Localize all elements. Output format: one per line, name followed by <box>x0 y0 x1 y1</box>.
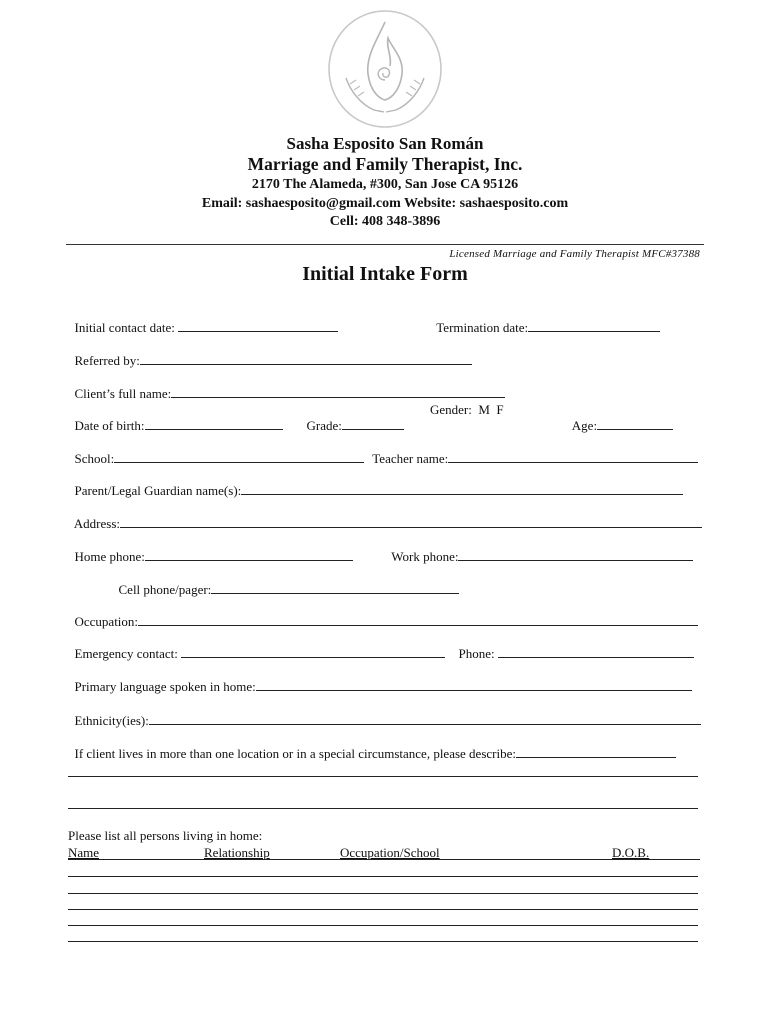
office-address: 2170 The Alameda, #300, San Jose CA 95126 <box>251 177 519 192</box>
circumstance-line-3[interactable] <box>68 808 698 809</box>
client-name-blank[interactable] <box>171 386 505 398</box>
language-label: Primary language spoken in home: <box>74 679 256 694</box>
age-field <box>566 402 673 434</box>
home-phone-label: Home phone: <box>74 549 145 564</box>
col-relationship: Relationship <box>204 845 270 860</box>
teacher-blank[interactable] <box>448 451 698 463</box>
person-row[interactable] <box>68 909 698 910</box>
hands-flame-logo <box>326 8 444 130</box>
termination-field <box>430 304 660 336</box>
emergency-contact-label: Emergency contact: <box>74 646 182 661</box>
col-name: Name <box>68 845 100 860</box>
cell-phone-label: Cell phone/pager: <box>118 582 212 597</box>
persons-prompt: Please list all persons living in home: <box>68 828 263 843</box>
work-phone-blank[interactable] <box>458 549 693 561</box>
license-line: Licensed Marriage and Family Therapist MFC#37388 <box>449 248 700 260</box>
referred-by-blank[interactable] <box>140 353 472 365</box>
initial-contact-field <box>68 304 338 336</box>
emergency-contact-blank[interactable] <box>181 646 445 658</box>
language-blank[interactable] <box>256 679 692 691</box>
circumstance-blank[interactable] <box>516 746 676 758</box>
dob-label: Date of birth: <box>74 418 145 433</box>
ethnicity-field <box>68 697 701 729</box>
address-label: Address: <box>73 516 121 531</box>
occupation-blank[interactable] <box>138 614 698 626</box>
referred-by-label: Referred by: <box>74 353 140 368</box>
teacher-field <box>366 435 698 467</box>
form-title: Initial Intake Form <box>302 263 468 285</box>
address-field <box>68 500 702 532</box>
school-blank[interactable] <box>114 451 364 463</box>
person-row[interactable] <box>68 925 698 926</box>
dob-blank[interactable] <box>145 418 283 430</box>
referred-by-field <box>68 337 472 369</box>
termination-label: Termination date: <box>436 320 529 335</box>
cell-phone-blank[interactable] <box>211 582 459 594</box>
dob-field <box>68 402 283 434</box>
emergency-contact-field <box>68 630 445 662</box>
person-row[interactable] <box>68 941 698 942</box>
company-name: Marriage and Family Therapist, Inc. <box>247 154 523 174</box>
school-label: School: <box>74 451 115 466</box>
guardian-field <box>68 467 683 499</box>
guardian-label: Parent/Legal Guardian name(s): <box>74 483 242 498</box>
ethnicity-label: Ethnicity(ies): <box>74 713 149 728</box>
therapist-name: Sasha Esposito San Román <box>286 134 484 153</box>
col-occupation-school: Occupation/School <box>340 845 440 860</box>
termination-blank[interactable] <box>528 320 660 332</box>
client-name-label: Client’s full name: <box>74 386 172 401</box>
guardian-blank[interactable] <box>241 483 683 495</box>
gender-field[interactable]: Gender: M F <box>430 402 504 417</box>
emergency-phone-field <box>452 630 694 662</box>
occupation-label: Occupation: <box>74 614 139 629</box>
emergency-phone-label: Phone: <box>458 646 498 661</box>
cell-number: Cell: 408 348-3896 <box>329 214 441 229</box>
age-label: Age: <box>571 418 598 433</box>
header-underline <box>68 859 700 860</box>
home-phone-field <box>68 533 353 565</box>
initial-contact-blank[interactable] <box>178 320 338 332</box>
ethnicity-blank[interactable] <box>149 713 701 725</box>
client-name-field <box>68 370 505 402</box>
grade-label: Grade: <box>306 418 342 433</box>
home-phone-blank[interactable] <box>145 549 353 561</box>
emergency-phone-blank[interactable] <box>498 646 694 658</box>
person-row[interactable] <box>68 893 698 894</box>
circumstance-label: If client lives in more than one location or in a special circumstance, please describe: <box>74 746 516 761</box>
occupation-field <box>68 598 698 630</box>
initial-contact-label: Initial contact date: <box>74 320 179 335</box>
grade-blank[interactable] <box>342 418 404 430</box>
teacher-label: Teacher name: <box>372 451 449 466</box>
grade-field <box>300 402 404 434</box>
age-blank[interactable] <box>597 418 673 430</box>
language-field <box>68 663 692 695</box>
circumstance-field <box>68 730 676 762</box>
work-phone-label: Work phone: <box>391 549 459 564</box>
address-blank[interactable] <box>120 516 702 528</box>
header-divider <box>66 244 704 245</box>
work-phone-field <box>385 533 693 565</box>
circumstance-line-2[interactable] <box>68 776 698 777</box>
school-field <box>68 435 364 467</box>
contact-info: Email: sashaesposito@gmail.com Website: sashaesposito.com <box>201 196 569 211</box>
cell-phone-field <box>112 566 459 598</box>
col-dob: D.O.B. <box>612 845 650 860</box>
person-row[interactable] <box>68 876 698 877</box>
